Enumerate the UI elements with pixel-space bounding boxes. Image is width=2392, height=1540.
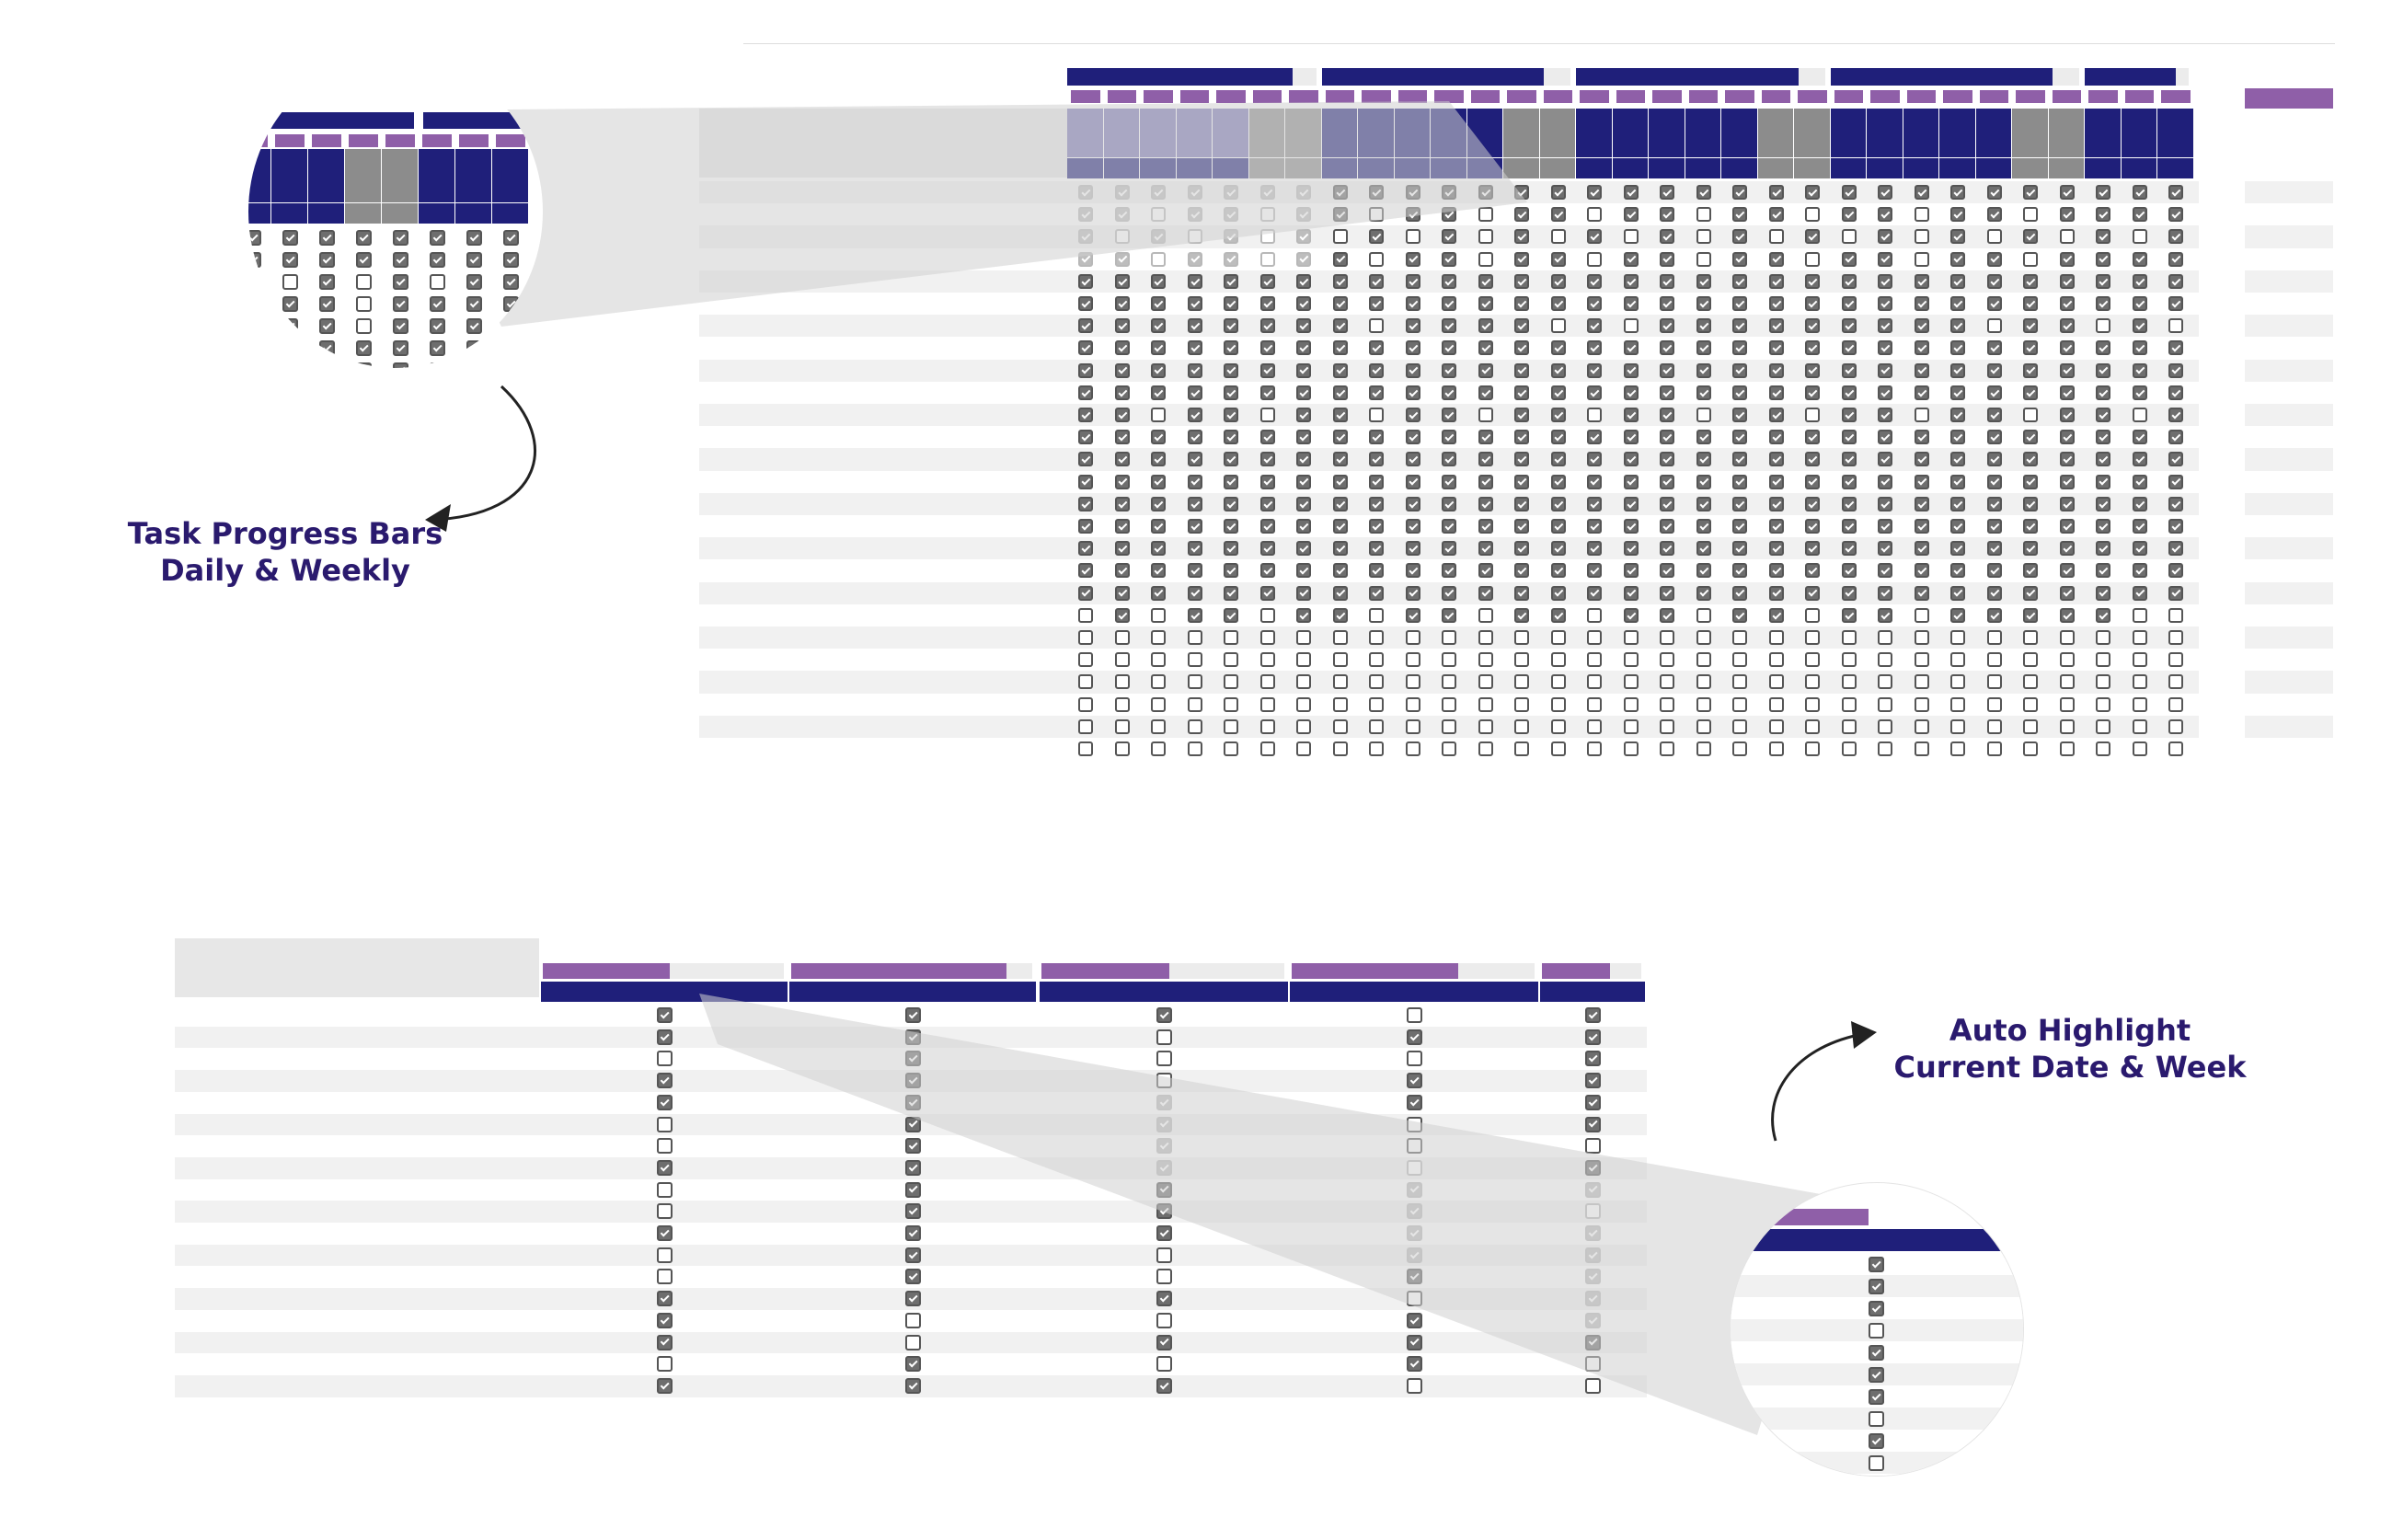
progress-callout-line2: Daily & Weekly <box>160 553 410 588</box>
highlight-callout-line2: Current Date & Week <box>1893 1050 2247 1085</box>
progress-callout <box>120 515 451 589</box>
highlight-callout-line1: Auto Highlight <box>1949 1013 2191 1048</box>
highlight-arrow <box>1773 1035 1858 1141</box>
highlight-arrow-head <box>1851 1021 1877 1049</box>
progress-arrow <box>432 386 535 520</box>
highlight-callout <box>1877 1012 2263 1086</box>
progress-callout-line1: Task Progress Bars <box>127 516 443 551</box>
